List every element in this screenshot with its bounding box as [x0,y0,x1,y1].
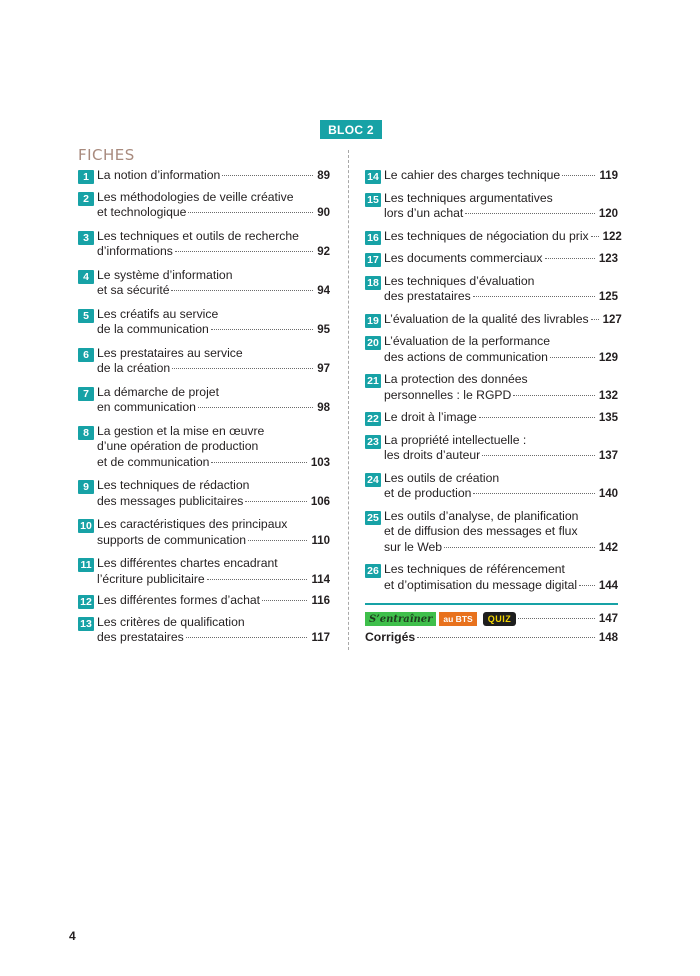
toc-entry-line [78,361,330,378]
sentrainer-badge: S’entraîner [365,612,436,626]
toc-entry-title: Les prestataires au service [97,345,243,360]
toc-page-number: 125 [598,291,618,303]
toc-entry-title: des actions de communication [384,349,548,364]
toc-entry-title: Les critères de qualification [97,614,245,629]
fiche-number-badge: 11 [78,558,94,572]
toc-entry-line [365,509,618,525]
fiche-number-badge: 10 [78,519,94,533]
toc-entry-line [78,630,330,647]
fiche-number-badge: 17 [365,253,381,267]
toc-entry-title: des messages publicitaires [97,493,244,508]
toc-entry-title: La gestion et la mise en œuvre [97,423,265,438]
toc-entry[interactable] [365,433,618,465]
fiche-number-badge: 22 [365,412,381,426]
toc-entry-title: et de diffusion des messages et flux [384,524,578,538]
toc-entry[interactable] [78,424,330,472]
fiche-number-badge: 8 [78,426,94,440]
toc-entry-title: l’écriture publicitaire [97,571,205,586]
dot-leader [579,585,595,586]
fiche-number-badge: 21 [365,374,381,388]
dot-leader [207,579,308,580]
toc-page-number: 119 [599,170,618,182]
toc-entry-line [365,433,618,449]
fiche-number-badge: 7 [78,387,94,401]
toc-entry[interactable] [365,228,622,246]
toc-entry-line [78,322,330,339]
toc-entry-title: La notion d’information [97,168,221,182]
toc-entry-line [78,556,330,572]
page-number: 4 [69,929,76,943]
toc-entry-line [365,251,618,268]
toc-entry-title: et sa sécurité [97,283,170,297]
dot-leader [518,618,595,619]
toc-entry-title: La protection des données [384,372,528,386]
toc-entry-title: personnelles : le RGPD [384,387,512,402]
toc-page-number: 123 [598,253,618,265]
toc-page-number: 142 [598,541,618,554]
fiche-number-badge: 25 [365,511,381,525]
column-divider [348,150,349,650]
toc-entry-title: d’informations [97,244,173,258]
dot-leader [591,319,599,320]
toc-entry-line [365,350,618,367]
toc-entry-line [365,168,618,185]
toc-entry-title: L’évaluation de la performance [384,334,550,348]
quiz-badge: QUIZ [483,612,517,626]
toc-entry-line [78,424,330,440]
toc-entry-line [78,168,330,185]
toc-entry-title: de la création [97,361,171,375]
toc-entry[interactable] [78,229,330,261]
dot-leader [245,501,306,502]
toc-page-number: 122 [602,230,622,243]
fiche-number-badge: 4 [78,270,94,284]
toc-page-number: 90 [317,207,330,219]
toc-entry-line [78,283,330,300]
au-bts-badge: au BTS [439,612,476,626]
toc-entry-title: en communication [97,400,196,414]
toc-entry-title: Les créatifs au service [97,306,219,321]
toc-column-right [365,168,622,594]
fiche-number-badge: 15 [365,193,381,207]
toc-entry-title: Le système d’information [97,267,233,282]
toc-entry-title: Corrigés [365,630,416,644]
toc-entry[interactable] [365,334,618,366]
toc-entry-title: Les documents commerciaux [384,251,543,265]
toc-entry[interactable] [78,517,330,549]
toc-entry[interactable] [78,346,330,378]
toc-entry-line [365,228,622,246]
fiche-number-badge: 6 [78,348,94,362]
toc-entry[interactable] [78,168,330,185]
toc-page-number: 148 [598,632,618,644]
fiche-number-badge: 20 [365,336,381,350]
toc-entry-line [78,455,330,472]
toc-entry-line [78,615,330,631]
toc-entry[interactable] [78,307,330,339]
dot-leader [211,462,306,463]
toc-entry[interactable] [365,509,618,557]
toc-page-number: 137 [598,450,618,462]
toc-entry-title: de la communication [97,322,209,336]
fiche-number-badge: 24 [365,473,381,487]
toc-page-number: 89 [317,170,330,182]
fiche-number-badge: 12 [78,595,94,609]
toc-entry-title: et d’optimisation du message digital [384,577,578,592]
dot-leader [198,407,313,408]
dot-leader [222,175,313,176]
toc-entry-line [78,346,330,362]
toc-entry-line [78,593,330,610]
toc-page-number: 98 [317,402,330,414]
toc-entry[interactable] [78,385,330,417]
toc-entry[interactable] [365,274,618,306]
toc-entry-line [365,471,618,487]
toc-entry-title: Le cahier des charges technique [384,168,561,182]
toc-entry-line [78,533,330,550]
toc-entry[interactable] [78,556,330,588]
toc-entry-line [78,205,330,222]
toc-page-number: 135 [598,412,618,424]
toc-entry-title: et de communication [97,454,210,469]
toc-entry-title: d’une opération de production [97,439,259,453]
dot-leader [482,455,595,456]
toc-entry-title: supports de communication [97,532,247,547]
fiche-number-badge: 5 [78,309,94,323]
toc-entry-line [365,274,618,290]
toc-entry[interactable] [365,311,622,329]
toc-entry-title: des prestataires [97,630,184,644]
toc-entry-title: les droits d’auteur [384,448,481,462]
dot-leader [262,600,307,601]
toc-entry-title: Les méthodologies de veille créative [97,189,294,204]
toc-entry-corriges[interactable] [365,630,618,644]
dot-leader [248,540,307,541]
toc-page-number: 144 [598,579,618,592]
toc-entry-line [365,448,618,465]
dot-leader [473,493,594,494]
toc-entry-quiz[interactable] [365,612,618,626]
fiche-number-badge: 19 [365,314,381,328]
toc-page-number: 106 [310,495,330,508]
dot-leader [175,251,313,252]
fiche-number-badge: 26 [365,564,381,578]
toc-entry[interactable] [78,593,330,610]
dot-leader [417,637,595,638]
toc-entry-title: sur le Web [384,539,443,554]
toc-column-left [78,168,330,647]
toc-entry-title: Les outils de création [384,470,500,485]
fiche-number-badge: 14 [365,170,381,184]
toc-entry-title: Les techniques de rédaction [97,478,250,492]
dot-leader [473,296,595,297]
dot-leader [513,395,594,396]
toc-page-number: 110 [311,534,330,547]
toc-page-number: 103 [310,456,330,469]
toc-page-number: 140 [598,488,618,500]
toc-entry-line [365,410,618,427]
toc-entry[interactable] [78,268,330,300]
toc-page-number: 120 [598,208,618,220]
toc-entry-line [365,578,618,595]
toc-entry-line [365,486,618,503]
toc-entry[interactable] [365,251,618,268]
toc-entry-title: Les techniques argumentatives [384,190,553,205]
toc-entry-line [78,244,330,261]
toc-page-number: 95 [317,324,330,336]
toc-entry-line [78,494,330,511]
toc-entry-line [365,191,618,207]
toc-entry-line [365,388,618,405]
toc-entry-title: Les techniques de négociation du prix [384,228,589,243]
toc-page-number: 94 [317,285,330,297]
bloc-badge: BLOC 2 [320,120,382,139]
toc-entry-line [78,307,330,323]
toc-entry-line [78,190,330,206]
section-title: FICHES [78,146,135,164]
dot-leader [188,212,313,213]
fiche-number-badge: 18 [365,276,381,290]
dot-leader [186,637,308,638]
dot-leader [465,213,595,214]
toc-entry-line [365,311,622,329]
toc-entry-title: Les outils d’analyse, de planification [384,508,579,523]
toc-entry[interactable] [78,478,330,510]
toc-entry-line [78,478,330,494]
toc-entry-line [365,562,618,578]
toc-entry-line [78,385,330,401]
dot-leader [591,236,599,237]
dot-leader [550,357,595,358]
dot-leader [171,290,313,291]
toc-page-number: 127 [602,313,622,326]
toc-entry-line [365,289,618,306]
toc-entry-line [365,372,618,388]
toc-entry-line [78,439,330,455]
toc-entry-title: des prestataires [384,289,471,303]
dot-leader [211,329,313,330]
toc-page-number: 114 [311,573,330,586]
toc-entry-line [78,400,330,417]
dot-leader [444,547,595,548]
toc-entry-line [78,517,330,533]
toc-entry-line [365,206,618,223]
dot-leader [479,417,595,418]
fiche-number-badge: 3 [78,231,94,245]
toc-entry-title: et technologique [97,205,187,219]
dot-leader [562,175,595,176]
toc-page-number: 116 [311,595,330,607]
dot-leader [545,258,595,259]
fiche-number-badge: 13 [78,617,94,631]
toc-entry-title: et de production [384,486,472,500]
toc-entry-title: Les différentes formes d’achat [97,593,261,607]
toc-entry[interactable] [365,372,618,404]
fiche-number-badge: 2 [78,192,94,206]
toc-entry[interactable] [365,168,618,185]
fiche-number-badge: 23 [365,435,381,449]
toc-page-number: 92 [317,246,330,258]
toc-entry-title: Le droit à l’image [384,410,477,424]
toc-entry[interactable] [365,410,618,427]
toc-entry[interactable] [365,191,618,223]
toc-entry-title: La démarche de projet [97,384,219,399]
toc-entry-title: La propriété intellectuelle : [384,432,527,447]
toc-entry-line [365,334,618,350]
toc-entry-title: Les différentes chartes encadrant [97,556,278,570]
toc-entry-title: Les techniques et outils de recherche [97,228,299,243]
toc-entry[interactable] [365,471,618,503]
toc-entry-line [78,268,330,284]
toc-entry-line [365,524,618,540]
toc-page-number: 117 [311,632,330,644]
section-separator [365,603,618,605]
toc-entry[interactable] [78,190,330,222]
toc-entry-line [78,572,330,589]
toc-entry-title: Les techniques de référencement [384,562,565,576]
dot-leader [172,368,313,369]
toc-page-number: 147 [598,613,618,625]
toc-entry[interactable] [78,615,330,647]
toc-entry-title: L’évaluation de la qualité des livrables [384,311,589,326]
toc-entry-title: Les caractéristiques des principaux [97,517,288,531]
toc-entry[interactable] [365,562,618,594]
toc-entry-line [78,229,330,245]
toc-page-number: 97 [317,363,330,375]
fiche-number-badge: 9 [78,480,94,494]
toc-entry-line [365,540,618,557]
toc-page-number: 129 [598,351,618,364]
fiche-number-badge: 1 [78,170,94,184]
toc-entry-title: Les techniques d’évaluation [384,273,535,288]
fiche-number-badge: 16 [365,231,381,245]
toc-entry-title: lors d’un achat [384,206,464,220]
toc-page-number: 132 [598,389,618,402]
